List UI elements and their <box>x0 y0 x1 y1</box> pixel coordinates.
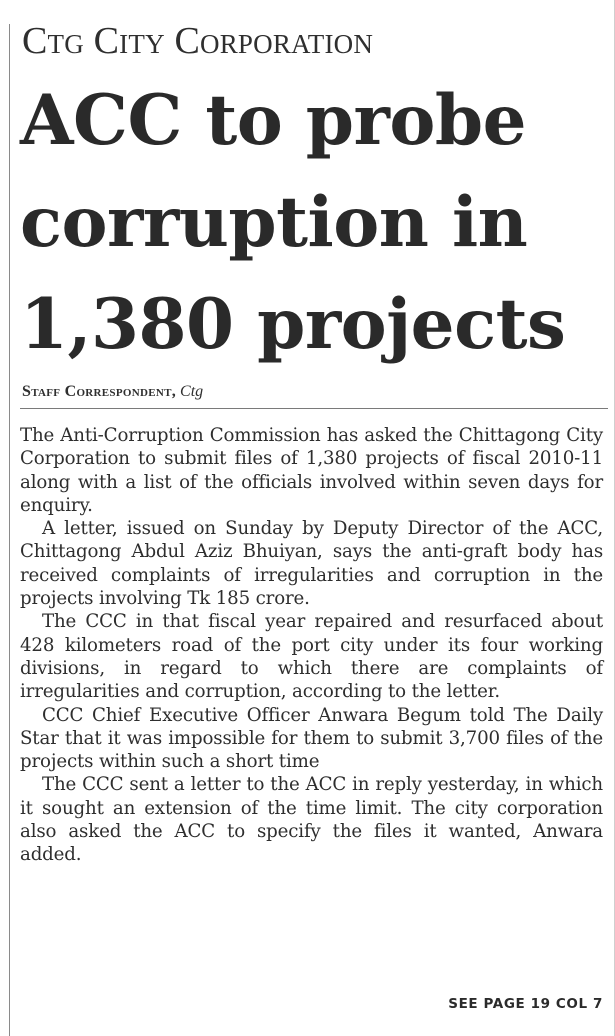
byline-name: Staff Correspondent, <box>22 383 177 400</box>
headline <box>20 70 610 376</box>
headline-line: corruption in <box>20 182 528 263</box>
column-rule-left <box>9 24 10 1036</box>
kicker-label: Ctg City Corporation <box>22 20 374 62</box>
body-paragraph: The CCC in that fiscal year repaired and resurfaced about 428 kilometers road of the port city under its four working divisions, in regard to which there are complaints of irregularities and corruption, according to the letter. <box>20 611 603 703</box>
body-paragraph: A letter, issued on Sunday by Deputy Director of the ACC, Chittagong Abdul Aziz Bhuiyan, says the anti-graft body has received complaints of irregularities and corruption in the projects involving Tk 185 crore. <box>20 518 603 610</box>
article-body <box>20 424 603 867</box>
byline <box>22 381 203 403</box>
byline-place: Ctg <box>180 383 204 400</box>
body-paragraph: The CCC sent a letter to the ACC in reply yesterday, in which it sought an extension of the time limit. The city corporation also asked the ACC to specify the files it wanted, Anwara added. <box>20 774 603 866</box>
headline-line: 1,380 projects <box>20 284 566 365</box>
body-paragraph: The Anti-Corruption Commission has asked the Chittagong City Corporation to submit files of 1,380 projects of fiscal 2010-11 along with a list of the officials involved within seven days for enquiry. <box>20 425 603 516</box>
continuation-jump-line: SEE PAGE 19 COL 7 <box>448 996 603 1012</box>
byline-divider <box>20 408 608 409</box>
body-paragraph: CCC Chief Executive Officer Anwara Begum told The Daily Star that it was impossible for them to submit 3,700 files of the projects within such a short time <box>20 704 603 773</box>
headline-line: ACC to probe <box>20 80 527 161</box>
